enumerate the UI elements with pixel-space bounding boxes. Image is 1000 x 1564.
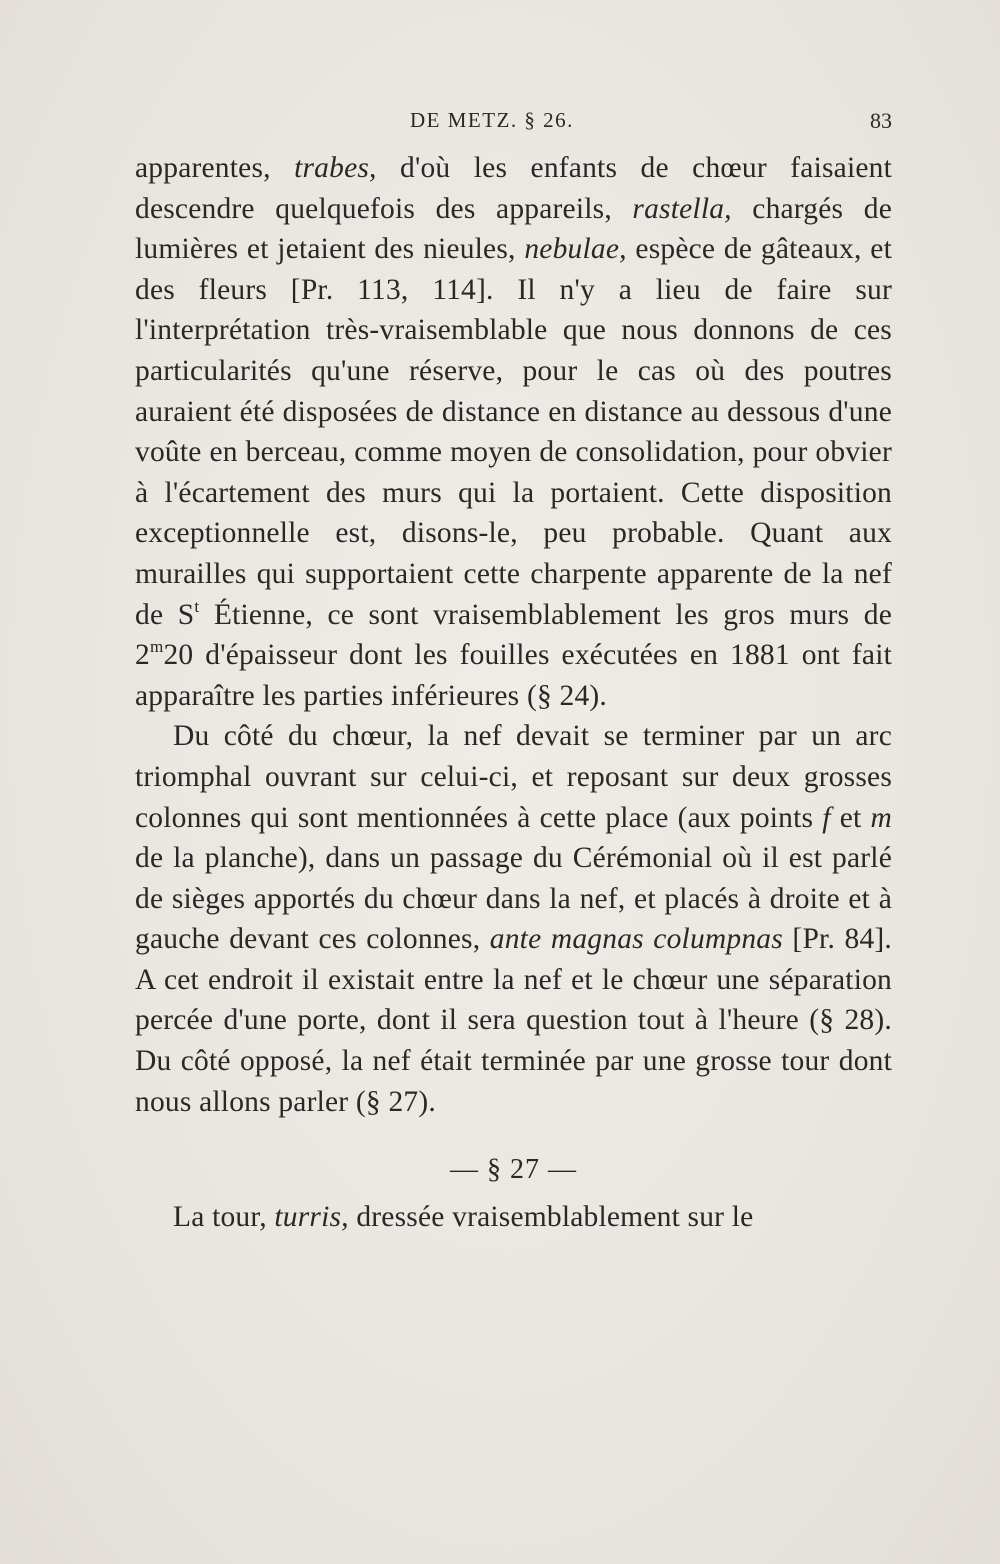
italic-point-f: f bbox=[822, 801, 831, 834]
page-number: 83 bbox=[870, 108, 892, 133]
superscript-metre: m bbox=[149, 637, 164, 657]
italic-term-rastella: rastella, bbox=[632, 192, 732, 225]
running-head: DE METZ. § 26. bbox=[410, 108, 574, 132]
text-run: Du côté du chœur, la nef devait se terminer par un arc triomphal ouvrant sur celui-ci, et reposant sur deux grosses colonnes qui sont mentionnées à cette place (aux points bbox=[135, 720, 892, 834]
italic-term-nebulae: nebulae, bbox=[524, 233, 627, 266]
page-header bbox=[135, 108, 892, 138]
text-run: 20 d'épaisseur dont les fouilles exécutées en 1881 ont fait apparaître les parties inférieures (§ 24). bbox=[135, 639, 892, 712]
text-run: chargés de lumières et jetaient des nieules, bbox=[135, 192, 892, 266]
paragraph-continuation bbox=[135, 148, 892, 716]
italic-point-m: m bbox=[870, 801, 892, 834]
paragraph-choir-side bbox=[135, 716, 892, 1122]
italic-term-trabes: trabes, bbox=[294, 152, 377, 184]
section-heading: — § 27 — bbox=[450, 1154, 577, 1186]
text-run: et bbox=[830, 801, 871, 834]
superscript-saint: t bbox=[194, 596, 200, 616]
text-run: Étienne, ce sont vraisemblablement les gros murs de 2 bbox=[135, 598, 892, 672]
text-run: La tour, bbox=[173, 1200, 275, 1233]
italic-latin-quote: ante magnas columpnas bbox=[489, 923, 783, 956]
italic-term-turris: turris, bbox=[274, 1200, 349, 1233]
text-run: dressée vraisemblablement sur le bbox=[348, 1200, 754, 1233]
paragraph-tower bbox=[135, 1197, 892, 1238]
text-run: espèce de gâteaux, et des fleurs [Pr. 113, 114]. Il n'y a lieu de faire sur l'interprétation très-vraisemblable que nous donnons de ces particularités qu'une réserve, pour le cas où des poutres auraient été disposées de distance en distance au dessous d'une voûte en berceau, comme moyen de consolidation, pour obvier à l'écartement des murs qui la portaient. Cette disposition exceptionnelle est, disons-le, peu probable. Quant aux murailles qui supportaient cette charpente apparente de la nef de S bbox=[135, 233, 892, 631]
text-run: d'où les enfants de chœur faisaient descendre quelquefois des appareils, bbox=[135, 152, 892, 225]
text-run: apparentes, bbox=[135, 152, 295, 184]
text-run: [Pr. 84]. A cet endroit il existait entre la nef et le chœur une séparation percée d'une porte, dont il sera question tout à l'heure (§ 28). Du côté opposé, la nef était terminée par une grosse tour dont nous allons parler (§ 27). bbox=[135, 923, 892, 1118]
text-run: de la planche), dans un passage du Cérémonial où il est parlé de sièges apportés du chœur dans la nef, et placés à droite et à gauche devant ces colonnes, bbox=[135, 842, 892, 956]
body-text bbox=[135, 148, 892, 1237]
